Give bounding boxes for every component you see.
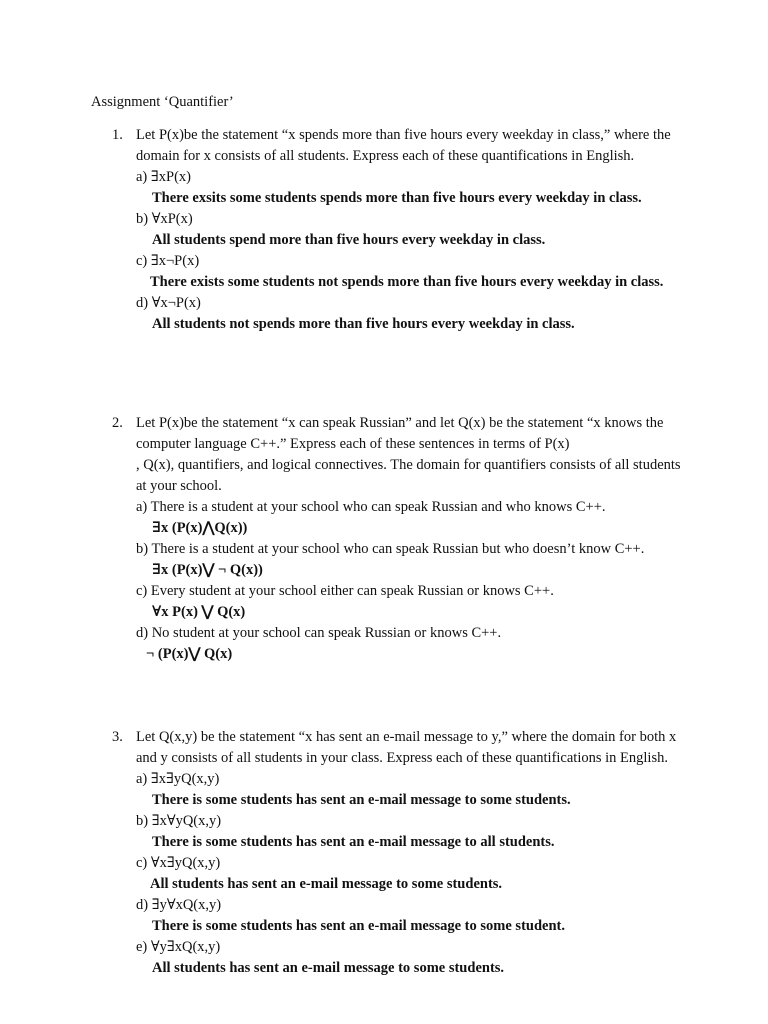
option-label: a) ∃xP(x) — [136, 169, 191, 185]
question-number: 2. — [112, 415, 123, 431]
answer-text: There exists some students not spends more than five hours every weekday in class. — [150, 274, 664, 290]
option-label: c) ∀x∃yQ(x,y) — [136, 855, 221, 871]
answer-text: There is some students has sent an e-mail message to some student. — [152, 918, 565, 934]
question-number: 3. — [112, 729, 123, 745]
answer-text: All students spend more than five hours every weekday in class. — [152, 232, 546, 248]
question-stem: Let P(x)be the statement “x can speak Russian” and let Q(x) be the statement “x knows the computer language C++.” Express each of these sentences in terms of P(x) — [136, 415, 664, 452]
answer-text: All students not spends more than five hours every weekday in class. — [152, 316, 575, 332]
option-label: b) ∃x∀yQ(x,y) — [136, 813, 222, 829]
option-label: a) There is a student at your school who can speak Russian and who knows C++. — [136, 499, 606, 515]
option-label: a) ∃x∃yQ(x,y) — [136, 771, 220, 787]
option-label: d) ∃y∀xQ(x,y) — [136, 897, 222, 913]
answer-formula: ¬ (P(x)⋁ Q(x) — [146, 646, 233, 662]
answer-text: All students has sent an e-mail message to some students. — [152, 960, 505, 976]
option-label: e) ∀y∃xQ(x,y) — [136, 939, 221, 955]
option-label: c) ∃x¬P(x) — [136, 253, 200, 269]
question-3 — [112, 727, 692, 979]
answer-formula: ∀x P(x) ⋁ Q(x) — [152, 604, 246, 620]
answer-formula: ∃x (P(x)⋀Q(x)) — [152, 520, 248, 536]
question-stem-continued: , Q(x), quantifiers, and logical connectives. The domain for quantifiers consists of all students at your school. — [136, 457, 681, 494]
option-label: b) ∀xP(x) — [136, 211, 193, 227]
question-stem: Let Q(x,y) be the statement “x has sent an e-mail message to y,” where the domain for both x and y consists of all students in your class. Express each of these quantifications in English. — [136, 729, 677, 766]
option-label: d) ∀x¬P(x) — [136, 295, 201, 311]
question-stem: Let P(x)be the statement “x spends more than five hours every weekday in class,” where the domain for x consists of all students. Express each of these quantifications in English. — [136, 127, 671, 164]
answer-text: There is some students has sent an e-mail message to some students. — [152, 792, 571, 808]
answer-text: There exsits some students spends more than five hours every weekday in class. — [152, 190, 642, 206]
option-label: c) Every student at your school either can speak Russian or knows C++. — [136, 583, 554, 599]
option-label: b) There is a student at your school who can speak Russian but who doesn’t know C++. — [136, 541, 645, 557]
answer-text: All students has sent an e-mail message to some students. — [150, 876, 503, 892]
question-number: 1. — [112, 127, 123, 143]
page-title: Assignment ‘Quantifier’ — [91, 94, 234, 110]
question-1 — [112, 125, 692, 335]
answer-formula: ∃x (P(x)⋁ ¬ Q(x)) — [152, 562, 263, 578]
question-2 — [112, 413, 692, 665]
answer-text: There is some students has sent an e-mail message to all students. — [152, 834, 555, 850]
option-label: d) No student at your school can speak Russian or knows C++. — [136, 625, 502, 641]
